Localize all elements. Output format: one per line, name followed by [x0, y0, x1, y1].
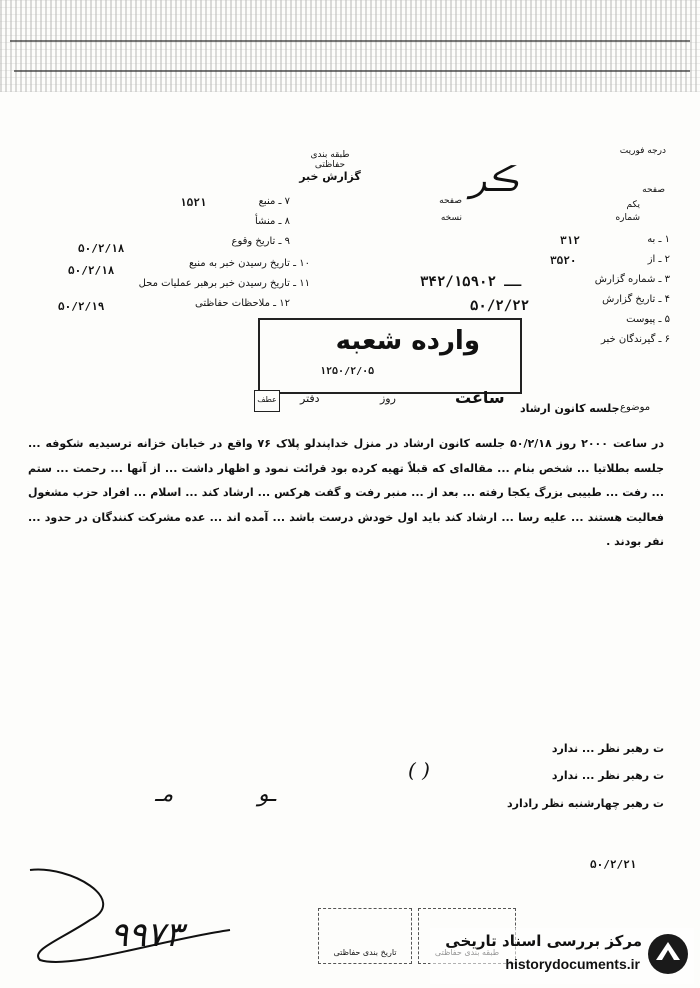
field-value: ۵۰/۲/۱۸ — [68, 264, 115, 277]
copy-label: نسخه — [440, 213, 462, 223]
list-item: ت رهبر نظر ... ندارد — [551, 742, 664, 755]
stamp-day-label: روز — [380, 392, 396, 405]
copy-number: شماره — [615, 213, 640, 223]
watermark-name: مرکز بررسی اسناد تاریخی — [445, 932, 642, 950]
field-label: ۱ ـ به — [647, 234, 670, 245]
field-value: ۵۰/۲/۲۲ — [470, 298, 530, 314]
classification-label: طبقه بندی حفاظتی — [310, 150, 350, 170]
field-label: ۱۲ ـ ملاحظات حفاظتی — [195, 298, 290, 309]
subject-value: جلسه کانون ارشاد — [520, 402, 620, 415]
list-item: ت رهبر نظر ... ندارد — [551, 769, 664, 782]
handwritten-scribble: ـو — [258, 782, 276, 807]
received-stamp — [258, 318, 522, 394]
field-label: ۱۱ ـ تاریخ رسیدن خبر برهبر عملیات محل — [138, 278, 310, 289]
scan-line — [14, 70, 690, 72]
field-label: ۷ ـ منبع — [258, 196, 290, 207]
field-label: ۸ ـ منشأ — [254, 216, 290, 227]
page-number: یکم — [626, 200, 640, 210]
page-label: صفحه — [439, 196, 462, 206]
field-label: ۲ ـ از — [647, 254, 670, 265]
date-bottom: ۵۰/۲/۲۱ — [590, 858, 637, 871]
field-label: ۵ ـ پیوست — [626, 314, 670, 325]
watermark-logo — [430, 928, 694, 984]
handwritten-mark: ڪر — [470, 160, 519, 200]
field-value: ۵۰/۲/۱۸ — [78, 242, 125, 255]
handwritten-scribble: مـ — [155, 782, 174, 807]
watermark-url: historydocuments.ir — [505, 956, 640, 972]
page-label-right: صفحه — [642, 185, 665, 195]
field-value: ۱۵۲۱ — [180, 196, 207, 209]
field-label: ۱۰ ـ تاریخ رسیدن خبر به منبع — [188, 258, 310, 269]
field-value: ۵۰/۲/۱۹ — [58, 300, 105, 313]
footer-box-label: تاریخ بندی حفاظتی — [333, 948, 397, 957]
field-value: ۳۵۲۰ — [550, 254, 577, 267]
scan-noise-header — [0, 0, 700, 92]
body-paragraph: در ساعت ۲۰۰۰ روز ۵۰/۲/۱۸ جلسه کانون ارشاد در منزل خداپندلو پلاک ۷۶ واقع در خیابان خزانه ترسیدیه شکوفه ... جلسه بطلاتیا ... شخص بنام ... مقاله‌ای که قبلاً تهیه کرده بود قرائت نمود و اظهار داشت ... از آنها ... رحمت ... ستم ... رفت ... طبیبی بزرگ یکجا رفته ... بعد از ... منبر رفت و گفت هرکس ... ارشاد کند ... اسلام ... افراد حزب مشغول فعالیت هستند ... علیه رسا ... ارشاد کند باید اول خودش درست باشد ... آمده اند ... عده مشرکت کنندگان در حدود ... نفر بودند . — [28, 437, 664, 548]
field-value: ۳۴۲/۱ــ ۵۹۰۲ — [420, 274, 522, 290]
stamp-number-label: دفتر — [300, 392, 320, 405]
scan-line — [10, 40, 690, 42]
priority-label: درجه فوریت — [619, 146, 666, 156]
footer-box — [318, 908, 412, 964]
field-value: ۳۱۲ — [560, 234, 580, 247]
field-label: ۴ ـ تاریخ گزارش — [602, 294, 670, 305]
margin-note: ۹۹۷۳ — [110, 915, 184, 955]
field-label: ۳ ـ شماره گزارش — [594, 274, 670, 285]
archive-logo-icon — [646, 932, 690, 976]
subject-label: موضوع — [620, 402, 651, 413]
list-item: ت رهبر چهارشنبه نظر رادارد — [507, 797, 664, 810]
field-label: ۹ ـ تاریخ وقوع — [231, 236, 290, 247]
stamp-number: ۱۲۵۰/۲/۰۵ — [320, 366, 375, 377]
stamp-time-label: ساعت — [455, 388, 505, 407]
stamp-tab-label: عطف — [257, 395, 277, 404]
doc-type: گزارش خبر — [299, 170, 361, 183]
handwritten-scribble: ( ) — [408, 758, 430, 782]
field-label: ۶ ـ گیرندگان خبر — [600, 334, 670, 345]
stamp-title: وارده شعبه — [335, 326, 480, 356]
stamp-tab — [254, 390, 280, 412]
